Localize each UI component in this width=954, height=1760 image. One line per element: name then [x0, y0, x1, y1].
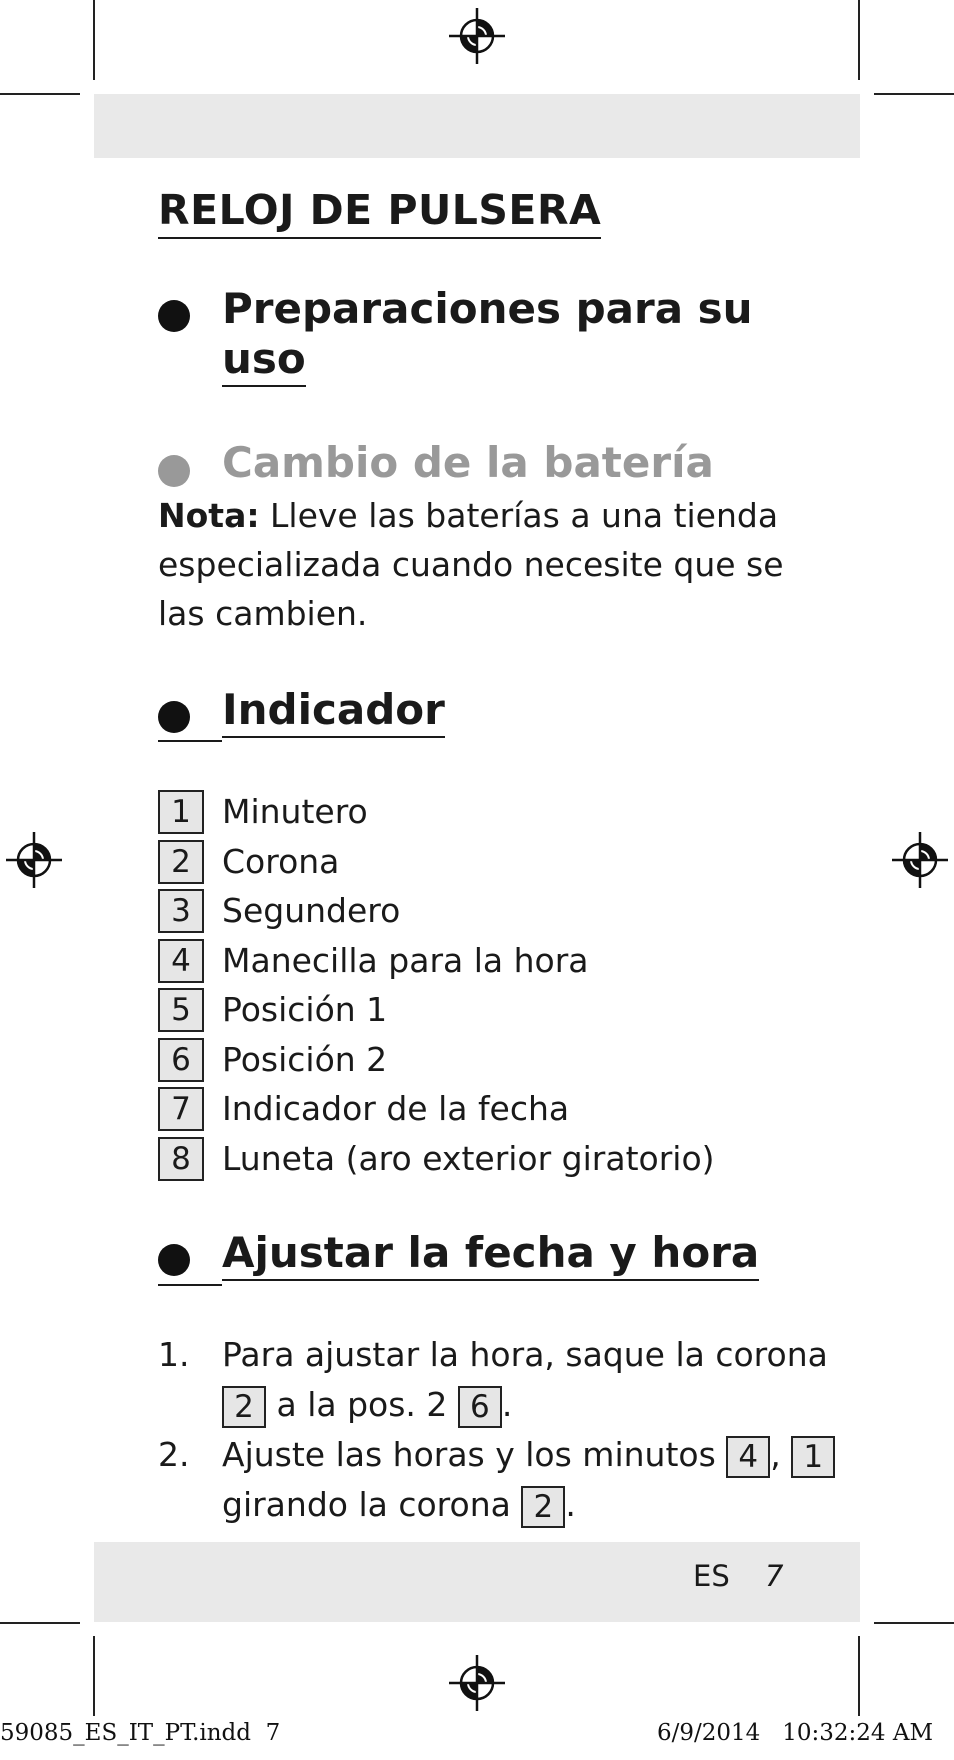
footer-page-number: 7: [765, 1559, 784, 1593]
crop-mark-bottom-left-h: [0, 1622, 80, 1624]
indicator-underline-left: [158, 740, 222, 742]
section-preparation-line1: Preparaciones para su: [222, 284, 753, 333]
legend-number: 5: [158, 988, 204, 1032]
date-underline-left: [158, 1284, 222, 1286]
legend-label: Posición 2: [222, 1039, 388, 1079]
legend-number: 1: [158, 790, 204, 834]
step-ref: 1: [791, 1436, 835, 1478]
slug-filename: 59085_ES_IT_PT.indd: [0, 1720, 252, 1746]
step-text: .: [501, 1385, 513, 1424]
step-ref: 6: [458, 1386, 502, 1428]
legend-label: Segundero: [222, 891, 401, 930]
footer-band: [94, 1542, 860, 1622]
step-ref: 2: [521, 1486, 565, 1528]
legend-label: Manecilla para la hora: [222, 940, 589, 980]
crop-mark-top-right-h: [874, 93, 954, 95]
header-band: [94, 94, 860, 158]
crop-mark-bottom-right-h: [874, 1622, 954, 1624]
legend-label: Minutero: [222, 792, 368, 831]
section-indicator-heading: [222, 685, 445, 735]
section-battery-heading: Cambio de la batería: [222, 438, 714, 487]
step-text: girando la corona: [222, 1485, 522, 1524]
slug-page: 7: [265, 1720, 281, 1746]
step-text: Para ajustar la hora, saque la corona: [222, 1335, 828, 1374]
bullet-icon: [158, 300, 190, 332]
page-title: RELOJ DE PULSERA: [158, 187, 601, 239]
crop-mark-bottom-right-v: [858, 1636, 860, 1716]
bullet-grey-icon: [158, 455, 190, 487]
legend-number: 2: [158, 840, 204, 884]
legend-label: Luneta (aro exterior giratorio): [222, 1138, 715, 1178]
section-date-time-title: Ajustar la fecha y hora: [222, 1228, 759, 1281]
section-date-time-heading: [222, 1228, 759, 1278]
registration-mark-top-icon: [449, 8, 505, 64]
battery-note: [158, 491, 838, 638]
step-text: Ajuste las horas y los minutos: [222, 1435, 727, 1474]
bullet-icon: [158, 701, 190, 733]
step-text: ,: [770, 1435, 792, 1474]
step-item: [158, 1330, 838, 1430]
step-text: .: [565, 1485, 576, 1524]
legend-label: Corona: [222, 841, 340, 881]
registration-mark-left-icon: [6, 832, 62, 888]
footer-language: ES: [693, 1559, 730, 1593]
steps-list: [158, 1330, 838, 1530]
registration-mark-bottom-icon: [449, 1655, 505, 1711]
section-preparation-heading: [222, 284, 753, 384]
section-indicator-title: Indicador: [222, 685, 445, 738]
crop-mark-top-left-h: [0, 93, 80, 95]
note-label: Nota:: [158, 496, 260, 535]
note-text: Lleve las baterías a una tienda especializada cuando necesite que se las cambien.: [158, 496, 784, 633]
registration-mark-right-icon: [892, 832, 948, 888]
legend-number: 6: [158, 1038, 204, 1082]
crop-mark-top-right-v: [858, 0, 860, 80]
legend-number: 3: [158, 889, 204, 933]
slug-time: 10:32:24 AM: [782, 1720, 934, 1746]
slug-date: 6/9/2014: [657, 1720, 761, 1746]
step-ref: 4: [726, 1436, 770, 1478]
crop-mark-bottom-left-v: [93, 1636, 95, 1716]
legend-label: Posición 1: [222, 990, 388, 1029]
slug-datetime: [657, 1718, 933, 1748]
slug-file: [0, 1718, 280, 1748]
step-ref: 2: [222, 1386, 266, 1428]
step-number: 2.: [158, 1435, 190, 1474]
legend-label: Indicador de la fecha: [222, 1089, 570, 1128]
legend-number: 8: [158, 1137, 204, 1181]
legend-number: 4: [158, 939, 204, 983]
step-item: [158, 1430, 838, 1530]
step-text: a la pos. 2: [266, 1385, 458, 1424]
legend-number: 7: [158, 1087, 204, 1131]
section-preparation-line2: uso: [222, 334, 306, 387]
bullet-icon: [158, 1244, 190, 1276]
crop-mark-top-left-v: [93, 0, 95, 80]
step-number: 1.: [158, 1335, 190, 1374]
